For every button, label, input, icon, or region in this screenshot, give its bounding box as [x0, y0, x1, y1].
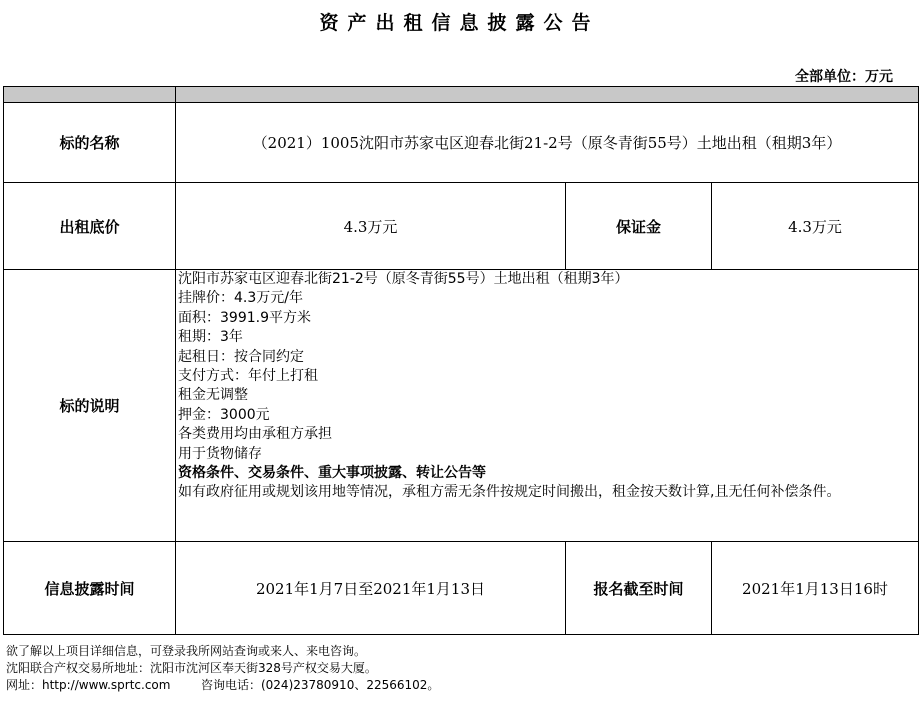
desc-line: 租期：3年: [178, 329, 243, 346]
name-label: 标的名称: [4, 103, 176, 183]
deadline-label: 报名截至时间: [566, 542, 712, 635]
footer-line: 欲了解以上项目详细信息，可登录我所网站查询或来人、来电咨询。: [6, 644, 367, 658]
footer-line: 沈阳联合产权交易所地址：沈阳市沈河区奉天街328号产权交易大厦。: [6, 661, 377, 675]
deadline-value: 2021年1月13日16时: [712, 542, 919, 635]
price-label: 出租底价: [4, 183, 176, 270]
price-value: 4.3万元: [176, 183, 566, 270]
deposit-label: 保证金: [566, 183, 712, 270]
info-table: [3, 86, 919, 635]
disclosure-value: 2021年1月7日至2021年1月13日: [176, 542, 566, 635]
desc-line: 面积：3991.9平方米: [178, 309, 311, 326]
desc-line: 用于货物储存: [178, 445, 262, 462]
desc-line: 押金：3000元: [178, 406, 270, 423]
desc-label: 标的说明: [4, 270, 176, 542]
footer-line: 网址：http://www.sprtc.com 咨询电话：(024)23780910、22566102。: [6, 678, 440, 692]
desc-line: 支付方式：年付上打租: [178, 368, 318, 385]
page-title: 资产出租信息披露公告: [319, 12, 600, 34]
desc-line: 租金无调整: [178, 387, 248, 404]
table-row: [4, 103, 919, 183]
table-row: [4, 270, 919, 542]
desc-line: 各类费用均由承租方承担: [178, 426, 332, 443]
desc-line: 如有政府征用或规划该用地等情况，承租方需无条件按规定时间搬出，租金按天数计算,且无任何补偿条件。: [178, 484, 841, 501]
table-header-row: [4, 87, 919, 103]
desc-line: 挂牌价：4.3万元/年: [178, 290, 303, 307]
desc-line: 起租日：按合同约定: [178, 348, 304, 365]
footer: [6, 643, 439, 694]
desc-cell: [176, 270, 919, 542]
disclosure-label: 信息披露时间: [4, 542, 176, 635]
deposit-value: 4.3万元: [712, 183, 919, 270]
desc-heading: 资格条件、交易条件、重大事项披露、转让公告等: [178, 465, 486, 482]
table-row: [4, 183, 919, 270]
table-row: [4, 542, 919, 635]
name-value: （2021）1005沈阳市苏家屯区迎春北街21-2号（原冬青街55号）土地出租（租期3年）: [176, 103, 919, 183]
unit-note: 全部单位：万元: [795, 69, 893, 85]
desc-line: 沈阳市苏家屯区迎春北街21-2号（原冬青街55号）土地出租（租期3年）: [178, 271, 629, 287]
